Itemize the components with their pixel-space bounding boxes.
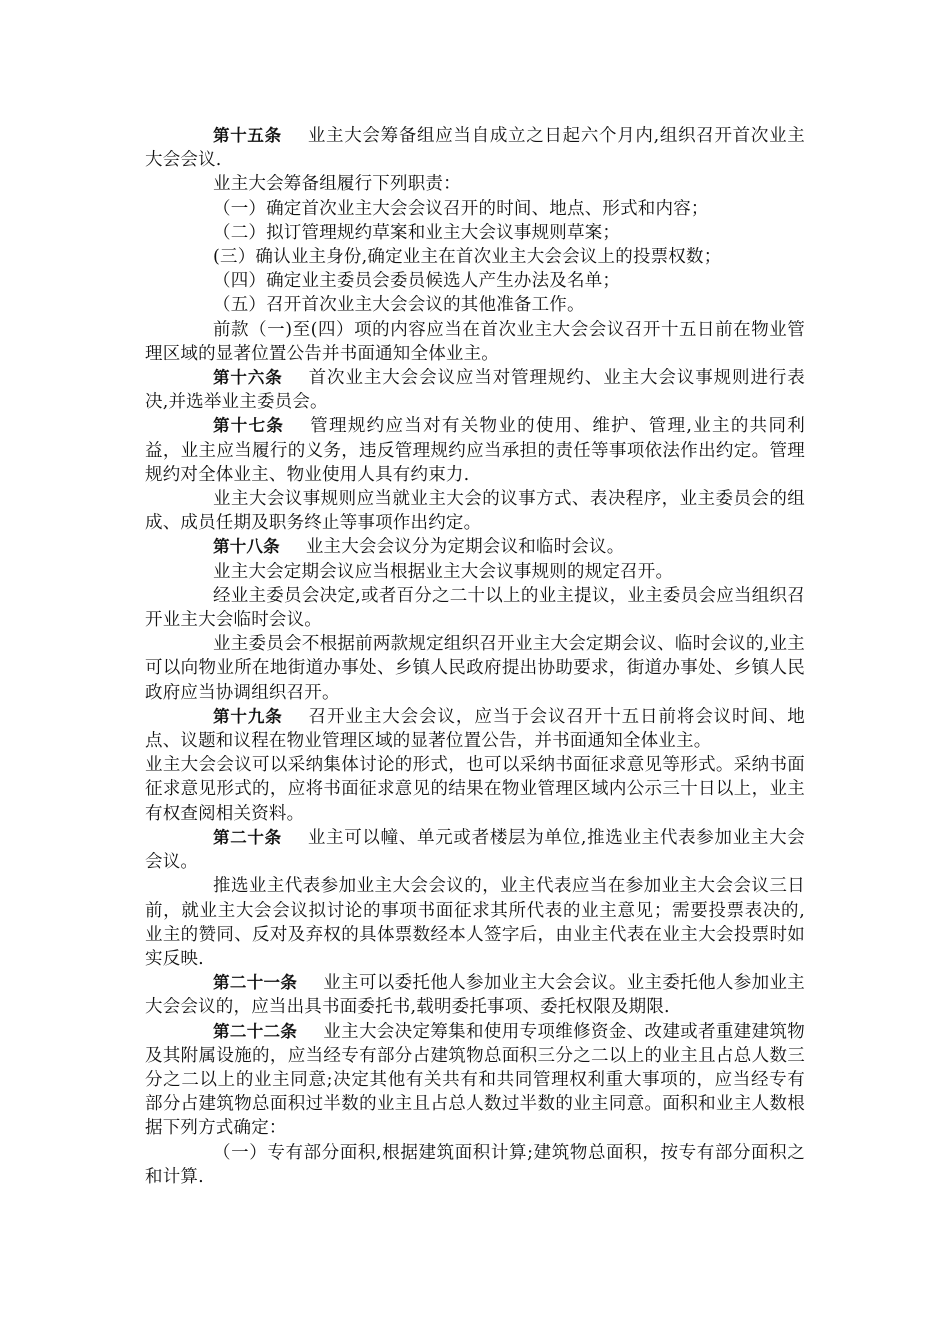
paragraph-text: 前款（一)至(四）项的内容应当在首次业主大会会议召开十五日前在物业管理区域的显著位置公告并书面通知全体业主。 bbox=[145, 319, 805, 364]
article-number: 第十九条 bbox=[213, 706, 283, 726]
paragraph bbox=[145, 560, 805, 584]
paragraph-text: 业主大会筹备组应当自成立之日起六个月内,组织召开首次业主大会会议. bbox=[145, 126, 805, 171]
paragraph-art15 bbox=[145, 124, 805, 172]
list-item bbox=[145, 245, 805, 269]
article-number: 第十八条 bbox=[213, 537, 280, 557]
paragraph-text: 业主大会会议可以采纳集体讨论的形式，也可以采纳书面征求意见等形式。采纳书面征求意见形式的，应将书面征求意见的结果在物业管理区域内公示三十日以上，业主有权查阅相关资料。 bbox=[145, 755, 805, 824]
paragraph-art17 bbox=[145, 414, 805, 487]
paragraph-text: 业主大会定期会议应当根据业主大会议事规则的规定召开。 bbox=[213, 561, 674, 582]
list-item bbox=[145, 293, 805, 317]
paragraph bbox=[145, 584, 805, 632]
paragraph-art16 bbox=[145, 366, 805, 414]
paragraph-text: 业主大会会议分为定期会议和临时会议。 bbox=[305, 537, 625, 558]
paragraph-text: 召开业主大会会议，应当于会议召开十五日前将会议时间、地点、议题和议程在物业管理区域的显著位置公告，并书面通知全体业主。 bbox=[145, 706, 805, 752]
document-body bbox=[145, 124, 805, 1189]
paragraph-text: 业主大会议事规则应当就业主大会的议事方式、表决程序，业主委员会的组成、成员任期及职务终止等事项作出约定。 bbox=[145, 489, 805, 534]
paragraph-art19 bbox=[145, 705, 805, 753]
paragraph-text: 推选业主代表参加业主大会会议的，业主代表应当在参加业主大会会议三日前，就业主大会会议拟讨论的事项书面征求其所代表的业主意见；需要投票表决的,业主的赞同、反对及弃权的具体票数经本人签字后，由业主代表在业主大会投票时如实反映. bbox=[145, 876, 805, 969]
article-number: 第十五条 bbox=[213, 126, 282, 145]
paragraph-text: 业主可以委托他人参加业主大会会议。业主委托他人参加业主大会会议的，应当出具书面委托书,载明委托事项、委托权限及期限. bbox=[145, 973, 806, 1018]
list-item bbox=[145, 1141, 805, 1189]
paragraph bbox=[145, 632, 805, 705]
paragraph-text: (三）确认业主身份,确定业主在首次业主大会会议上的投票权数； bbox=[213, 247, 722, 268]
paragraph-text: 业主大会决定筹集和使用专项维修资金、改建或者重建建筑物及其附属设施的，应当经专有部分占建筑物总面积三分之二以上的业主且占总人数三分之二以上的业主同意;决定其他有关共有和共同管理权利重大事项的，应当经专有部分占建筑物总面积过半数的业主且占总人数过半数的业主同意。面积和业主人数根据下列方式确定： bbox=[145, 1021, 806, 1139]
paragraph-art18 bbox=[145, 535, 805, 559]
list-item bbox=[145, 197, 805, 221]
paragraph-text: 业主大会筹备组履行下列职责： bbox=[213, 174, 461, 195]
paragraph bbox=[145, 172, 805, 196]
paragraph-text: （二）拟订管理规约草案和业主大会议事规则草案； bbox=[213, 222, 621, 243]
paragraph-text: （四）确定业主委员会委员候选人产生办法及名单； bbox=[213, 271, 621, 292]
article-number: 第十六条 bbox=[213, 368, 283, 388]
paragraph bbox=[145, 318, 805, 366]
article-number: 第二十条 bbox=[213, 827, 282, 847]
list-item bbox=[145, 221, 805, 245]
article-number: 第二十一条 bbox=[213, 973, 298, 993]
paragraph-text: 管理规约应当对有关物业的使用、维护、管理,业主的共同利益，业主应当履行的义务，违反管理规约应当承担的责任等事项依法作出约定。管理规约对全体业主、物业使用人具有约束力. bbox=[145, 416, 805, 485]
article-number: 第十七条 bbox=[213, 416, 285, 436]
paragraph-text: 经业主委员会决定,或者百分之二十以上的业主提议，业主委员会应当组织召开业主大会临时会议。 bbox=[145, 585, 805, 631]
paragraph bbox=[145, 753, 805, 826]
paragraph-text: 业主可以幢、单元或者楼层为单位,推选业主代表参加业主大会会议。 bbox=[145, 827, 805, 873]
paragraph-text: 首次业主大会会议应当对管理规约、业主大会议事规则进行表决,并选举业主委员会。 bbox=[145, 368, 805, 413]
paragraph bbox=[145, 487, 805, 535]
paragraph-text: （一）专有部分面积,根据建筑面积计算;建筑物总面积，按专有部分面积之和计算. bbox=[145, 1142, 805, 1187]
paragraph-text: （一）确定首次业主大会会议召开的时间、地点、形式和内容； bbox=[213, 198, 709, 219]
paragraph-text: （五）召开首次业主大会会议的其他准备工作。 bbox=[213, 295, 585, 316]
paragraph-text: 业主委员会不根据前两款规定组织召开业主大会定期会议、临时会议的,业主可以向物业所在地街道办事处、乡镇人民政府提出协助要求，街道办事处、乡镇人民政府应当协调组织召开。 bbox=[145, 634, 805, 703]
list-item bbox=[145, 269, 805, 293]
paragraph-art20 bbox=[145, 826, 805, 874]
paragraph-art21 bbox=[145, 971, 805, 1019]
article-number: 第二十二条 bbox=[213, 1021, 298, 1041]
paragraph bbox=[145, 874, 805, 971]
paragraph-art22 bbox=[145, 1020, 805, 1141]
